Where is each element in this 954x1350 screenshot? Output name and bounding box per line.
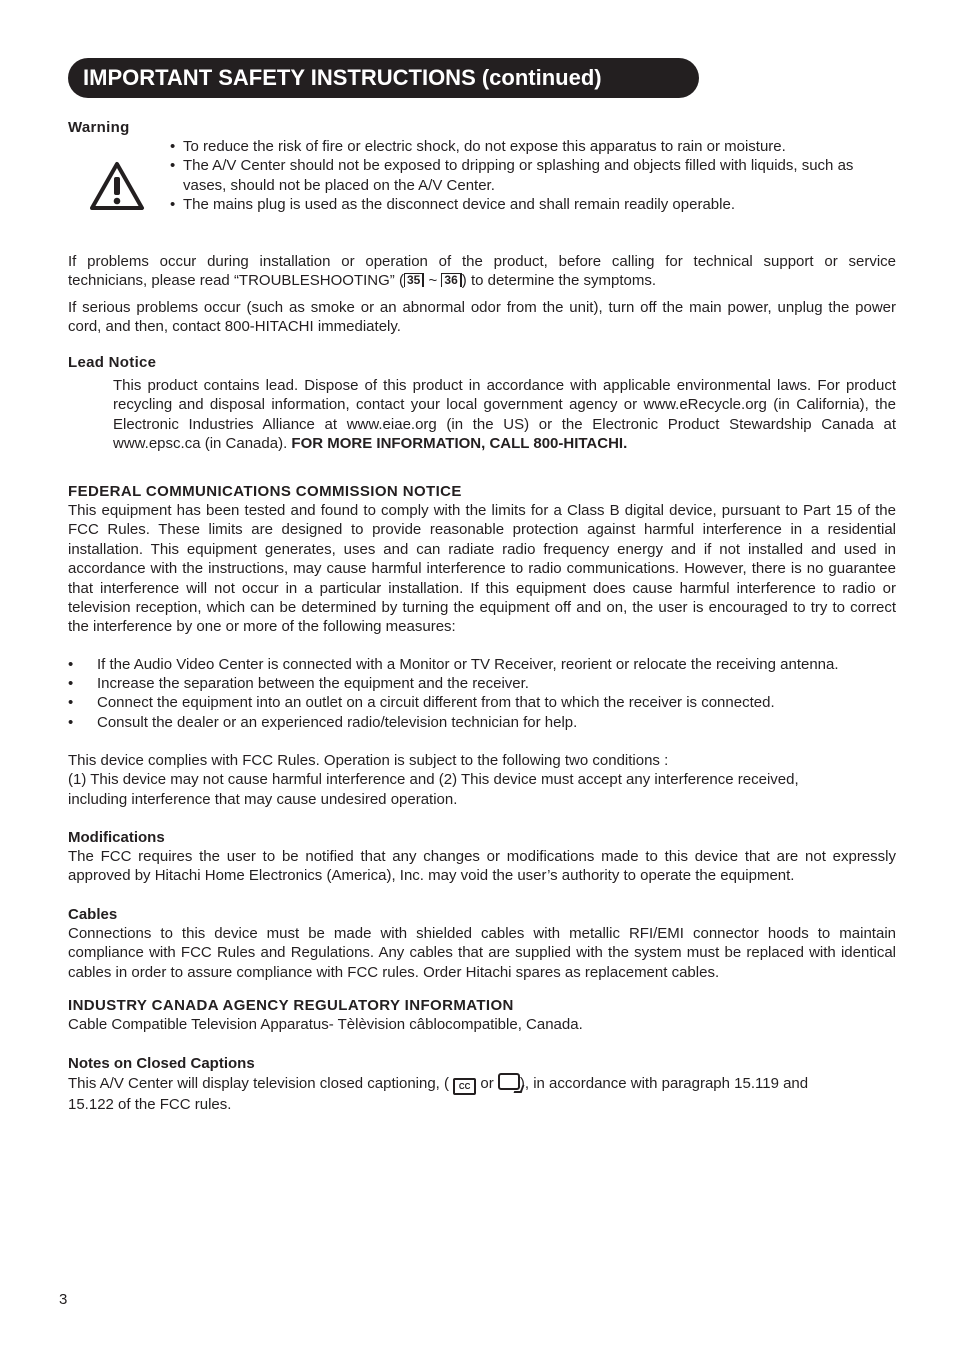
page-ref-link[interactable]: 35 <box>404 273 424 287</box>
lead-heading: Lead Notice <box>68 354 157 371</box>
paragraph-line: 15.122 of the FCC rules. <box>68 1096 232 1113</box>
fcc-measures-list <box>68 655 896 732</box>
warning-item: • To reduce the risk of fire or electric shock, do not expose this apparatus to rain or moisture. <box>170 137 900 156</box>
serious-problems-paragraph: If serious problems occur (such as smoke or an abnormal odor from the unit), turn off the main power, unplug the power cord, and then, contact 800-HITACHI immediately. <box>68 299 896 336</box>
cc-icon: CC <box>453 1078 476 1095</box>
page-ref-link[interactable]: 36 <box>441 273 461 287</box>
industry-canada-text: Cable Compatible Television Apparatus- Tèlèvision câblocompatible, Canada. <box>68 1016 583 1033</box>
list-item: • If the Audio Video Center is connected with a Monitor or TV Receiver, reorient or relocate the receiving antenna. <box>68 656 839 673</box>
page-title: IMPORTANT SAFETY INSTRUCTIONS (continued) <box>68 58 699 98</box>
fcc-compliance-paragraph <box>68 751 896 809</box>
fcc-heading: FEDERAL COMMUNICATIONS COMMISSION NOTICE <box>68 483 462 500</box>
captions-heading: Notes on Closed Captions <box>68 1055 255 1072</box>
lead-callout: FOR MORE INFORMATION, CALL 800-HITACHI. <box>291 435 628 453</box>
caption-bubble-icon <box>498 1073 520 1090</box>
paragraph-line: including interference that may cause undesired operation. <box>68 790 458 808</box>
warning-heading: Warning <box>68 119 130 136</box>
lead-paragraph: This product contains lead. Dispose of this product in accordance with applicable environmental laws. For product recycling and disposal information, contact your local government agency or www.eRecycle.org (in California), the Electronic Industries Alliance at www.eiae.org (in the US) or the Electronic Product Stewardship Canada at www.epsc.ca (in Canada). FOR MORE INFORMATION, CALL 800-HITACHI. <box>113 377 896 453</box>
paragraph-line: This device complies with FCC Rules. Operation is subject to the following two conditions : <box>68 752 669 769</box>
paragraph-line: technicians, please read “TROUBLESHOOTING” ( 35 ~ 36 ) to determine the symptoms. <box>68 272 657 290</box>
warning-list <box>170 137 900 215</box>
warning-item: • The A/V Center should not be exposed to dripping or splashing and objects filled with liquids, such as vases, should not be placed on the A/V Center. <box>170 156 900 195</box>
paragraph-line: (1) This device may not cause harmful interference and (2) This device must accept any interference received, <box>68 771 799 789</box>
modifications-heading: Modifications <box>68 829 165 846</box>
page-number: 3 <box>59 1291 68 1308</box>
warning-item: • The mains plug is used as the disconnect device and shall remain readily operable. <box>170 195 900 214</box>
modifications-paragraph: The FCC requires the user to be notified that any changes or modifications made to this device that are not expressly approved by Hitachi Home Electronics (America), Inc. may void the user’s authority to operate the equipment. <box>68 848 896 885</box>
warning-triangle-icon <box>89 160 145 212</box>
cables-heading: Cables <box>68 906 118 923</box>
paragraph-line: This A/V Center will display television closed captioning, ( CC or ), in accordance with paragraph 15.119 and <box>68 1073 896 1095</box>
captions-paragraph <box>68 1073 896 1114</box>
industry-canada-heading: INDUSTRY CANADA AGENCY REGULATORY INFORMATION <box>68 997 514 1014</box>
troubleshooting-paragraph <box>68 252 896 291</box>
list-item: • Connect the equipment into an outlet on a circuit different from that to which the receiver is connected. <box>68 694 775 712</box>
cables-paragraph: Connections to this device must be made with shielded cables with metallic RFI/EMI connector hoods to maintain compliance with FCC Rules and Regulations. Any cables that are supplied with the system must be replaced with identical cables in order to assure compliance with FCC rules. Order Hitachi spares as replacement cables. <box>68 925 896 981</box>
paragraph-line: If problems occur during installation or operation of the product, before calling for technical support or service <box>68 253 896 270</box>
list-item: • Consult the dealer or an experienced radio/television technician for help. <box>68 713 578 731</box>
fcc-paragraph: This equipment has been tested and found to comply with the limits for a Class B digital device, pursuant to Part 15 of the FCC Rules. These limits are designed to provide reasonable protection against harmful interference in a residential installation. This equipment generates, uses and can radiate radio frequency energy and if not installed and used in accordance with the instructions, may cause harmful interference to radio communications. However, there is no guarantee that interference will not occur in a particular installation. If this equipment does cause harmful interference to radio or television reception, which can be determined by turning the equipment off and on, the user is encouraged to try to correct the interference by one or more of the following measures: <box>68 502 896 636</box>
list-item: • Increase the separation between the equipment and the receiver. <box>68 675 529 693</box>
